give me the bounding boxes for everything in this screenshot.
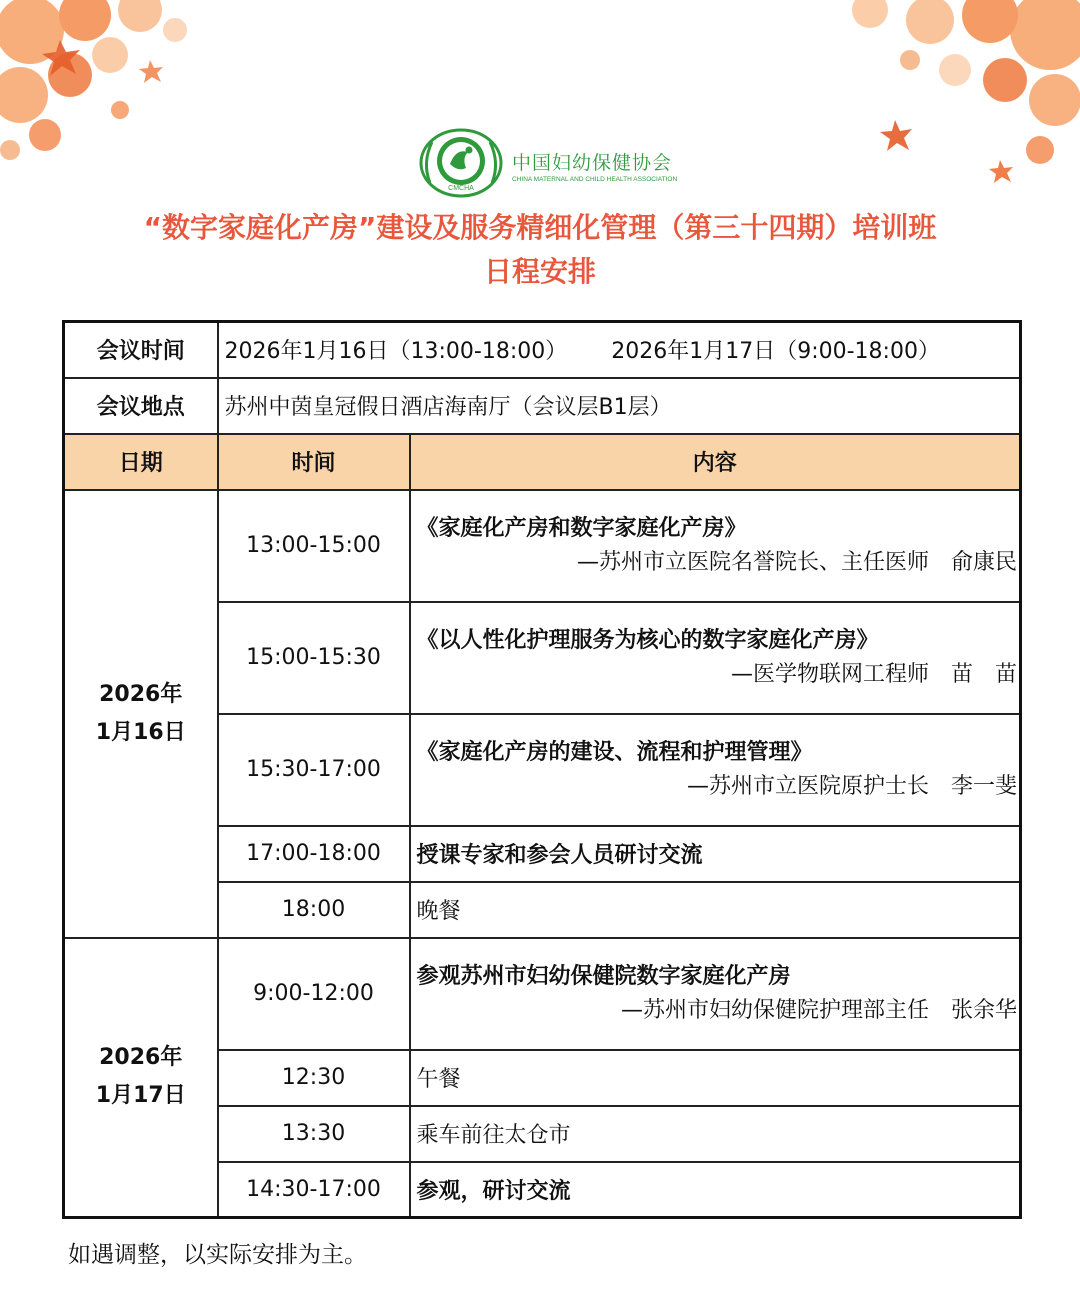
talk-title: 《家庭化产房和数字家庭化产房》 bbox=[416, 515, 747, 541]
table-row bbox=[64, 938, 1021, 1050]
session-time: 17:00-18:00 bbox=[218, 826, 410, 882]
header-content: 内容 bbox=[410, 434, 1021, 490]
schedule-table bbox=[62, 320, 1022, 1219]
meeting-time-row bbox=[64, 322, 1021, 378]
page-title: “数字家庭化产房”建设及服务精细化管理（第三十四期）培训班 bbox=[143, 211, 937, 244]
talk-speaker: —苏州市立医院名誉院长、主任医师 俞康民 bbox=[576, 549, 1017, 575]
day2-date bbox=[64, 938, 218, 1218]
association-name-cn: 中国妇幼保健协会 bbox=[512, 152, 673, 174]
page-subtitle: 日程安排 bbox=[483, 255, 596, 288]
session-time: 13:30 bbox=[218, 1106, 410, 1162]
session-content: 午餐 bbox=[410, 1050, 1021, 1106]
session-content bbox=[410, 602, 1021, 714]
session-content: 晚餐 bbox=[410, 882, 1021, 938]
session-content bbox=[410, 938, 1021, 1050]
maple-leaves-decoration-right bbox=[790, 0, 1080, 190]
meeting-place-row bbox=[64, 378, 1021, 434]
adjustment-note: 如遇调整，以实际安排为主。 bbox=[68, 1242, 367, 1268]
session-time: 13:00-15:00 bbox=[218, 490, 410, 602]
session-time: 15:00-15:30 bbox=[218, 602, 410, 714]
day1-date-day: 1月16日 bbox=[95, 719, 186, 745]
session-content: 乘车前往太仓市 bbox=[410, 1106, 1021, 1162]
talk-title: 参观苏州市妇幼保健院数字家庭化产房 bbox=[416, 963, 791, 989]
talk-title: 《以人性化护理服务为核心的数字家庭化产房》 bbox=[416, 627, 879, 653]
session-content: 参观，研讨交流 bbox=[410, 1162, 1021, 1218]
session-content bbox=[410, 490, 1021, 602]
meeting-time-day1: 2026年1月16日（13:00-18:00） bbox=[224, 339, 568, 365]
day2-date-day: 1月17日 bbox=[95, 1083, 186, 1109]
header-time: 时间 bbox=[218, 434, 410, 490]
day2-date-year: 2026年 bbox=[99, 1045, 183, 1071]
meeting-time-value bbox=[218, 322, 1021, 378]
session-time: 18:00 bbox=[218, 882, 410, 938]
day1-date bbox=[64, 490, 218, 938]
emblem-text: CMCHA bbox=[448, 185, 474, 192]
meeting-time-day2: 2026年1月17日（9:00-18:00） bbox=[611, 339, 940, 365]
maple-leaves-decoration-left bbox=[0, 0, 210, 170]
session-content: 授课专家和参会人员研讨交流 bbox=[410, 826, 1021, 882]
talk-speaker: —医学物联网工程师 苗 苗 bbox=[730, 661, 1017, 687]
meeting-time-label: 会议时间 bbox=[64, 322, 218, 378]
association-logo bbox=[418, 128, 688, 198]
header-date: 日期 bbox=[64, 434, 218, 490]
meeting-place-value: 苏州中茵皇冠假日酒店海南厅（会议层B1层） bbox=[218, 378, 1021, 434]
cmcha-emblem-icon bbox=[418, 128, 504, 198]
day1-date-year: 2026年 bbox=[99, 681, 183, 707]
talk-speaker: —苏州市妇幼保健院护理部主任 张余华 bbox=[620, 997, 1017, 1023]
session-time: 15:30-17:00 bbox=[218, 714, 410, 826]
table-header-row bbox=[64, 434, 1021, 490]
table-row bbox=[64, 490, 1021, 602]
session-time: 12:30 bbox=[218, 1050, 410, 1106]
session-time: 14:30-17:00 bbox=[218, 1162, 410, 1218]
association-name-en: CHINA MATERNAL AND CHILD HEALTH ASSOCIATION bbox=[512, 176, 678, 183]
talk-title: 《家庭化产房的建设、流程和护理管理》 bbox=[416, 739, 813, 765]
session-time: 9:00-12:00 bbox=[218, 938, 410, 1050]
meeting-place-label: 会议地点 bbox=[64, 378, 218, 434]
talk-speaker: —苏州市立医院原护士长 李一斐 bbox=[686, 773, 1017, 799]
session-content bbox=[410, 714, 1021, 826]
